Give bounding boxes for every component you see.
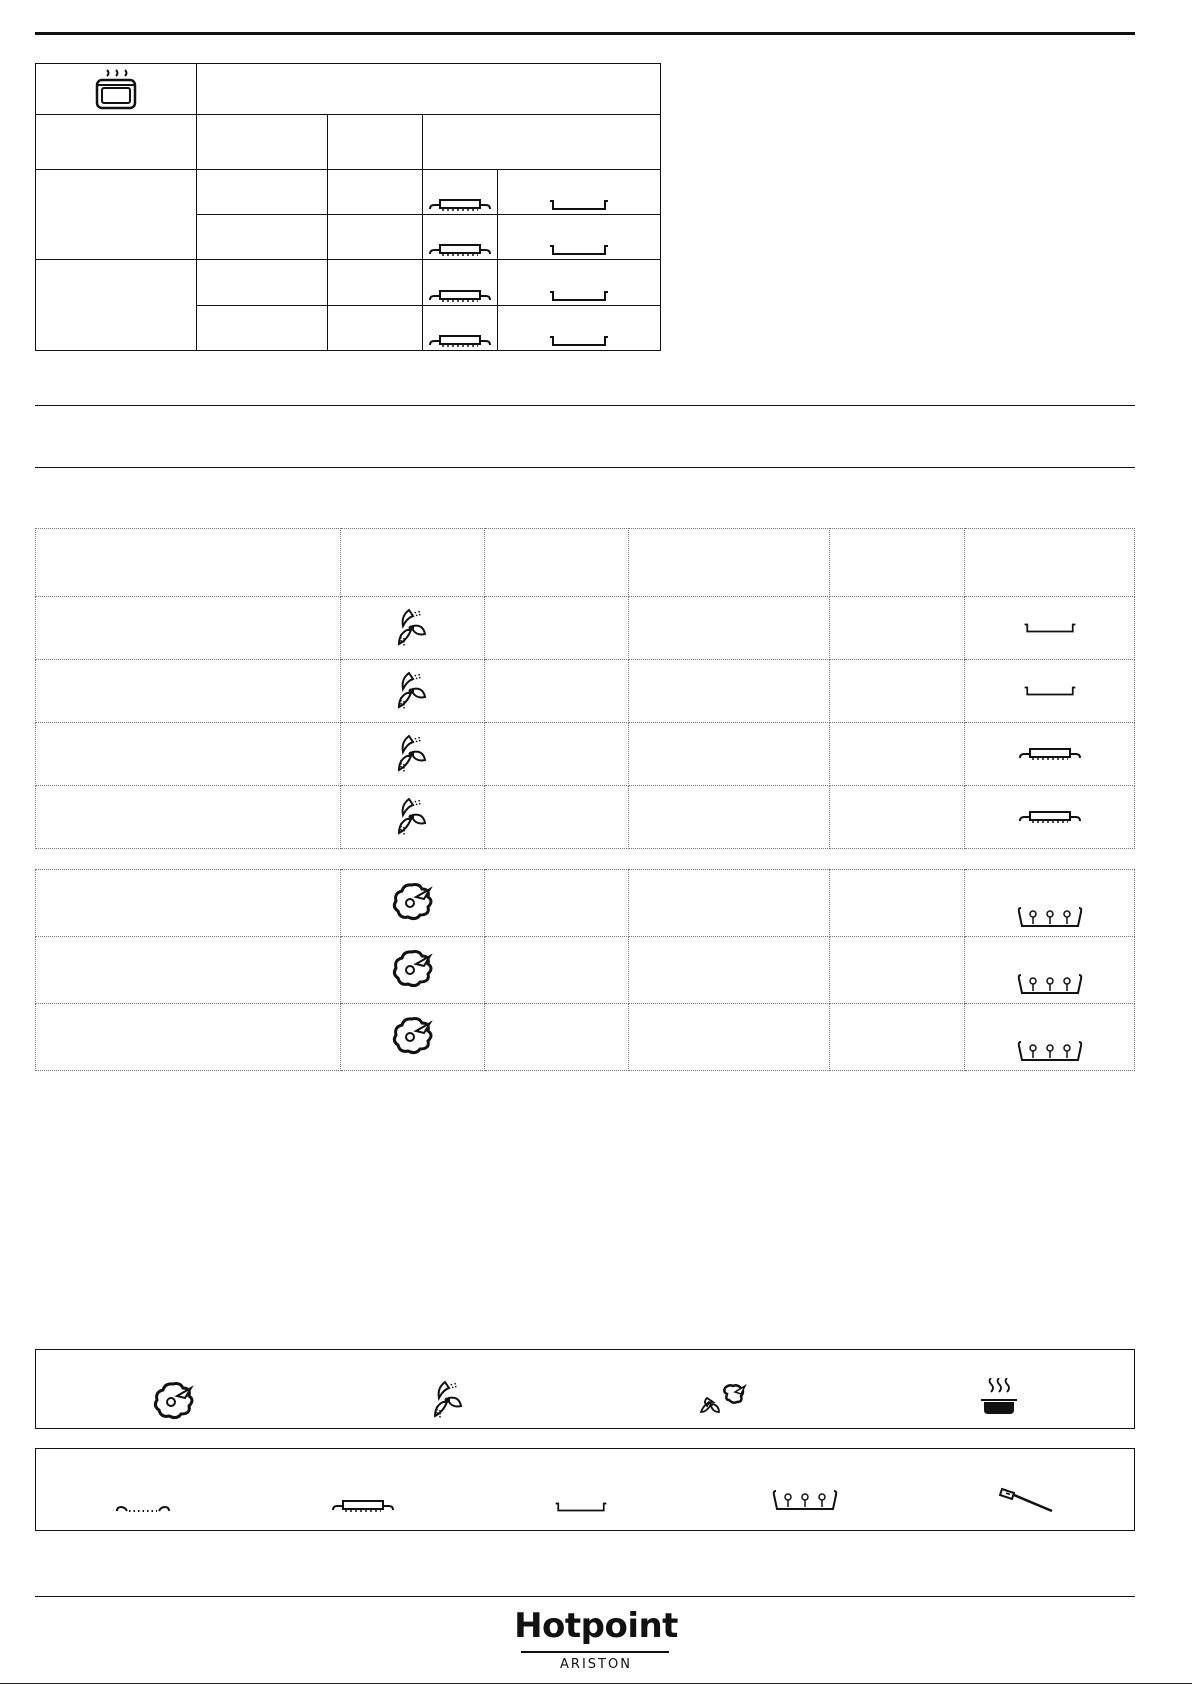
header-cell <box>484 529 629 597</box>
value-cell <box>328 170 423 215</box>
baking-tray-icon <box>428 198 492 212</box>
steam-tray-icon <box>1017 906 1083 928</box>
header-cell <box>196 115 328 170</box>
table-row <box>36 870 1135 937</box>
table-row <box>36 786 1135 849</box>
value-cell <box>196 306 328 351</box>
accessory-cell <box>498 170 661 215</box>
wire-grill-icon <box>115 1503 171 1513</box>
accessory-cell <box>498 260 661 306</box>
footer-rule <box>35 1596 1135 1597</box>
value-cell <box>196 215 328 260</box>
convection-fan-icon <box>395 797 429 837</box>
value-cell <box>196 170 328 215</box>
bottom-rule <box>0 1683 1192 1684</box>
drip-tray-icon <box>547 290 611 302</box>
brand-underline <box>521 1651 669 1653</box>
brand-subline: ARISTON <box>560 1657 632 1672</box>
header-cell <box>340 529 484 597</box>
accessory-cell <box>423 260 498 306</box>
steam-tray-icon <box>772 1489 838 1511</box>
header-cell <box>36 529 341 597</box>
value-cell <box>196 260 328 306</box>
value-cell <box>328 306 423 351</box>
header-cell <box>328 115 423 170</box>
functions-legend <box>35 1349 1135 1429</box>
convection-table <box>35 528 1135 849</box>
steam-tray-icon <box>1017 973 1083 995</box>
drip-tray-icon <box>547 199 611 211</box>
steam-table <box>35 63 661 351</box>
steam-cloud-icon <box>390 1015 434 1059</box>
steam-oven-icon <box>93 68 139 110</box>
header-cell <box>830 529 965 597</box>
baking-tray-icon <box>428 289 492 303</box>
convection-fan-icon <box>431 1380 465 1420</box>
top-rule <box>35 32 1135 35</box>
table-row <box>36 1004 1135 1071</box>
header-cell <box>965 529 1135 597</box>
accessory-cell <box>423 215 498 260</box>
table-row <box>36 660 1135 723</box>
steam-cloud-icon <box>390 881 434 925</box>
baking-tray-icon <box>1018 810 1082 824</box>
header-cell <box>423 115 661 170</box>
drip-tray-icon <box>1022 622 1078 634</box>
baking-tray-icon <box>428 334 492 348</box>
food-cell <box>36 260 197 351</box>
section-rule-top <box>35 405 1135 406</box>
value-cell <box>328 215 423 260</box>
table-row <box>36 597 1135 660</box>
fan-steam-combo-icon <box>699 1384 747 1418</box>
food-probe-icon <box>998 1487 1054 1513</box>
accessory-cell <box>423 170 498 215</box>
steam-table-title-cell <box>196 64 660 115</box>
convection-fan-icon <box>395 671 429 711</box>
header-cell <box>629 529 830 597</box>
table-row <box>36 937 1135 1004</box>
section-rule-bottom <box>35 467 1135 468</box>
steam-tray-icon <box>1017 1040 1083 1062</box>
drip-tray-icon <box>553 1501 609 1513</box>
drip-tray-icon <box>547 335 611 347</box>
convection-fan-icon <box>395 734 429 774</box>
value-cell <box>328 260 423 306</box>
table-row <box>36 723 1135 786</box>
accessory-cell <box>498 215 661 260</box>
baking-tray-icon <box>428 243 492 257</box>
convection-fan-icon <box>395 608 429 648</box>
steam-recipes-table <box>35 869 1135 1071</box>
steam-oven-icon-cell <box>36 64 197 115</box>
steam-pan-icon <box>979 1378 1019 1420</box>
steam-cloud-icon <box>390 948 434 992</box>
baking-tray-icon <box>331 1499 395 1513</box>
steam-cloud-icon <box>151 1380 195 1424</box>
accessory-cell <box>423 306 498 351</box>
brand-logo: Hotpoint <box>514 1606 678 1646</box>
header-cell <box>36 115 197 170</box>
accessory-cell <box>498 306 661 351</box>
drip-tray-icon <box>1022 685 1078 697</box>
baking-tray-icon <box>1018 747 1082 761</box>
accessories-legend <box>35 1448 1135 1531</box>
drip-tray-icon <box>547 244 611 256</box>
food-cell <box>36 170 197 260</box>
